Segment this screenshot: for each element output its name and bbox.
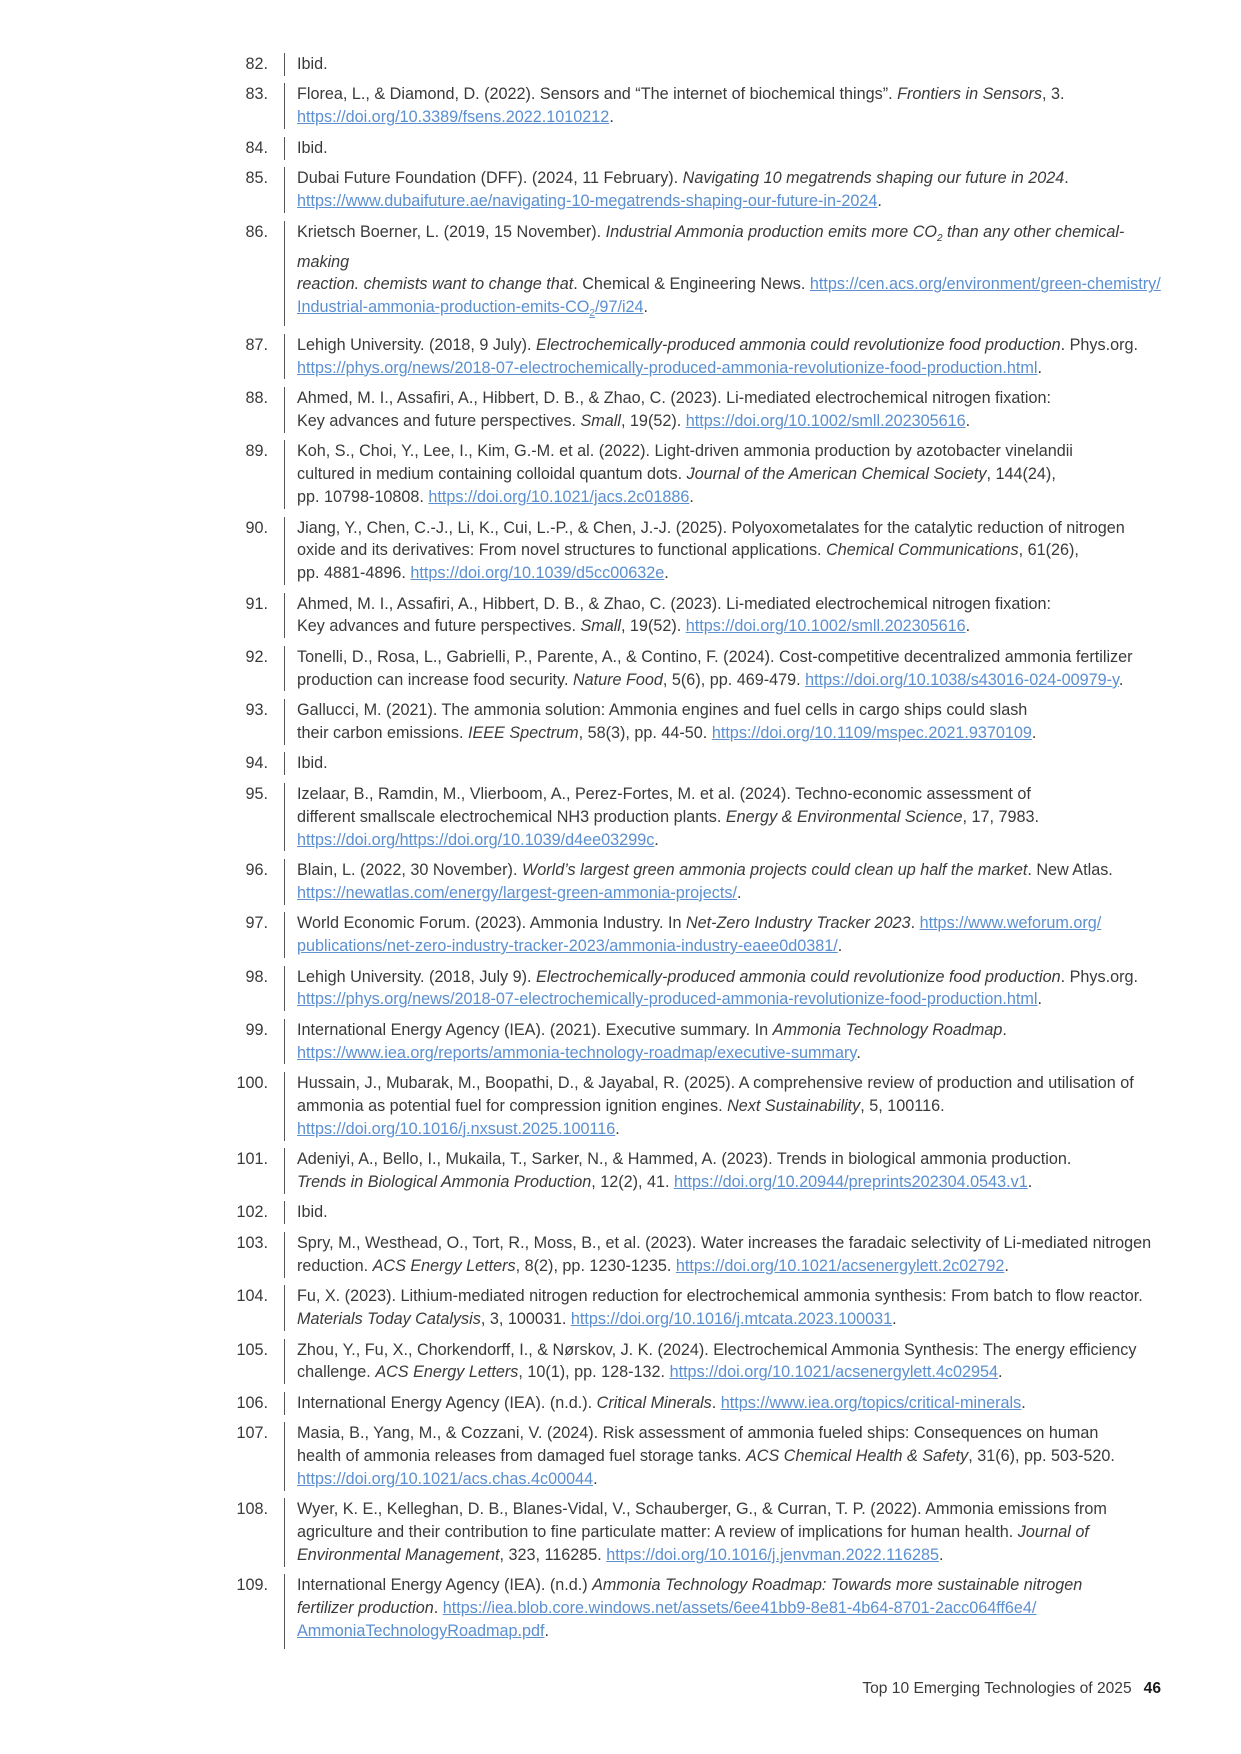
reference-number: 85. bbox=[245, 169, 268, 188]
page-number: 46 bbox=[1143, 1680, 1161, 1697]
reference-link[interactable]: https://doi.org/10.1002/smll.202305616 bbox=[685, 411, 966, 430]
reference-text bbox=[284, 912, 1168, 958]
reference-link[interactable]: https://doi.org/10.1021/acsenergylett.4c02954 bbox=[669, 1363, 999, 1382]
reference-title: Electrochemically-produced ammonia could revolutionize food production bbox=[536, 967, 1061, 986]
reference-segment: . bbox=[1021, 1393, 1026, 1412]
reference-segment: International Energy Agency (IEA). (n.d.). bbox=[297, 1393, 597, 1412]
reference-text bbox=[284, 440, 1168, 508]
reference-number: 90. bbox=[245, 518, 268, 537]
reference-title: Net-Zero Industry Tracker 2023 bbox=[685, 914, 911, 933]
reference-segment: . Phys.org. bbox=[1060, 335, 1138, 354]
reference-segment: ammonia as potential fuel for compression ignition engines. bbox=[297, 1096, 728, 1115]
reference-segment: . bbox=[837, 937, 843, 956]
reference-segment: . New Atlas. bbox=[1027, 861, 1113, 879]
reference-text bbox=[284, 1072, 1168, 1140]
reference-item bbox=[228, 966, 1168, 1012]
reference-number: 103. bbox=[236, 1233, 268, 1252]
reference-segment: , 58(3), pp. 44-50. bbox=[578, 723, 712, 742]
reference-item bbox=[228, 1498, 1168, 1566]
reference-segment: Ahmed, M. I., Assafiri, A., Hibbert, D. B., & Zhao, C. (2023). Li-mediated electrochemical nitrogen fixation: bbox=[297, 389, 1051, 408]
reference-number: 89. bbox=[245, 442, 268, 461]
reference-link[interactable]: Industrial-ammonia-production-emits-CO bbox=[297, 298, 590, 317]
reference-text bbox=[284, 1285, 1168, 1331]
reference-segment: World Economic Forum. (2023). Ammonia Industry. In bbox=[297, 914, 686, 933]
reference-segment: Florea, L., & Diamond, D. (2022). Sensors and “The internet of biochemical things”. bbox=[297, 85, 898, 104]
reference-segment: . bbox=[654, 830, 659, 849]
reference-title: Frontiers in Sensors bbox=[897, 85, 1042, 104]
reference-title: Small bbox=[580, 411, 621, 430]
reference-number: 87. bbox=[245, 335, 268, 354]
reference-segment: production can increase food security. bbox=[297, 670, 573, 689]
reference-text bbox=[284, 334, 1168, 380]
reference-item bbox=[228, 1019, 1168, 1065]
reference-title: Next Sustainability bbox=[727, 1096, 861, 1115]
reference-segment: . bbox=[711, 1393, 721, 1412]
reference-segment: Key advances and future perspectives. bbox=[297, 411, 581, 430]
reference-number: 97. bbox=[245, 914, 268, 933]
reference-title: Ammonia Technology Roadmap: Towards more sustainable nitrogen bbox=[592, 1576, 1083, 1595]
subscript: 2 bbox=[937, 232, 943, 244]
reference-number: 101. bbox=[236, 1150, 268, 1169]
reference-link[interactable]: https://doi.org/10.1016/j.jenvman.2022.116285 bbox=[606, 1545, 939, 1564]
reference-number: 100. bbox=[236, 1074, 268, 1093]
reference-segment: Ibid. bbox=[297, 754, 328, 773]
reference-link[interactable]: /97/i24 bbox=[594, 298, 644, 317]
reference-segment: , 61(26), bbox=[1018, 541, 1079, 560]
reference-title: Materials Today Catalysis bbox=[297, 1310, 481, 1329]
reference-link[interactable]: https://doi.org/10.1109/mspec.2021.9370109 bbox=[711, 723, 1032, 742]
reference-segment: Jiang, Y., Chen, C.-J., Li, K., Cui, L.-P., & Chen, J.-J. (2025). Polyoxometalates for the catalytic reduction of nitrogen bbox=[297, 518, 1125, 537]
reference-number: 108. bbox=[236, 1500, 268, 1519]
reference-text bbox=[284, 1201, 1168, 1224]
reference-item bbox=[228, 1392, 1168, 1415]
reference-segment: International Energy Agency (IEA). (2021). Executive summary. In bbox=[297, 1020, 773, 1039]
reference-number: 96. bbox=[245, 861, 268, 879]
reference-segment: cultured in medium containing colloidal quantum dots. bbox=[297, 465, 687, 484]
reference-item bbox=[228, 1148, 1168, 1194]
reference-text bbox=[284, 1422, 1168, 1490]
reference-segment: . bbox=[736, 883, 742, 902]
reference-segment: . bbox=[856, 1043, 861, 1062]
reference-title: reaction. chemists want to change that bbox=[297, 275, 574, 294]
reference-segment: Masia, B., Yang, M., & Cozzani, V. (2024). Risk assessment of ammonia fueled ships: Consequences on human bbox=[297, 1424, 1099, 1443]
reference-text bbox=[284, 1574, 1168, 1648]
reference-segment: Koh, S., Choi, Y., Lee, I., Kim, G.-M. et al. (2022). Light-driven ammonia production by azotobacter vinelandii bbox=[297, 442, 1073, 461]
reference-link[interactable]: https://phys.org/news/2018-07-electrochemically-produced-ammonia-revolutionize-food-production.html bbox=[297, 358, 1038, 377]
reference-segment: . bbox=[1064, 169, 1069, 188]
reference-text bbox=[284, 221, 1168, 327]
reference-segment: Fu, X. (2023). Lithium-mediated nitrogen reduction for electrochemical ammonia synthesis: From batch to flow reactor. bbox=[297, 1287, 1143, 1306]
reference-number: 94. bbox=[245, 754, 268, 773]
reference-segment: Lehigh University. (2018, July 9). bbox=[297, 967, 537, 986]
reference-segment: . bbox=[544, 1622, 549, 1641]
reference-segment: pp. 10798-10808. bbox=[297, 488, 429, 507]
reference-segment: . bbox=[593, 1469, 598, 1488]
reference-title: Environmental Management bbox=[297, 1545, 500, 1564]
reference-item bbox=[228, 912, 1168, 958]
reference-item bbox=[228, 53, 1168, 76]
reference-number: 92. bbox=[245, 647, 268, 666]
reference-segment: . Phys.org. bbox=[1060, 967, 1138, 986]
reference-link[interactable]: https://doi.org/10.20944/preprints202304.0543.v1 bbox=[674, 1173, 1028, 1191]
reference-item bbox=[228, 752, 1168, 775]
reference-link[interactable]: https://www.dubaifuture.ae/navigating-10-megatrends-shaping-our-future-in-2024 bbox=[297, 192, 878, 211]
reference-number: 84. bbox=[245, 138, 268, 157]
reference-title: Journal of bbox=[1017, 1523, 1089, 1542]
reference-item bbox=[228, 699, 1168, 745]
reference-text bbox=[284, 1392, 1168, 1415]
reference-segment: . bbox=[609, 108, 614, 127]
reference-segment: , 10(1), pp. 128-132. bbox=[518, 1363, 670, 1382]
reference-number: 86. bbox=[245, 222, 268, 241]
reference-title: Ammonia Technology Roadmap bbox=[772, 1020, 1003, 1039]
reference-segment: , 5, 100116. bbox=[860, 1096, 945, 1115]
reference-item bbox=[228, 1422, 1168, 1490]
reference-title: ACS Energy Letters bbox=[372, 1256, 516, 1275]
reference-text bbox=[284, 1232, 1168, 1278]
reference-segment: Ibid. bbox=[297, 1203, 328, 1222]
reference-segment: reduction. bbox=[297, 1256, 373, 1275]
reference-segment: . bbox=[938, 1545, 944, 1564]
reference-text bbox=[284, 1339, 1168, 1385]
reference-segment: Ibid. bbox=[297, 138, 328, 157]
reference-title: IEEE Spectrum bbox=[467, 723, 579, 742]
reference-item bbox=[228, 646, 1168, 692]
reference-link[interactable]: https://doi.org/https://doi.org/10.1039/d4ee03299c bbox=[297, 830, 655, 849]
reference-segment: . bbox=[1118, 670, 1124, 689]
reference-segment: , 12(2), 41. bbox=[591, 1173, 674, 1191]
reference-item bbox=[228, 517, 1168, 585]
reference-item bbox=[228, 334, 1168, 380]
reference-title: Chemical Communications bbox=[826, 541, 1019, 560]
reference-segment: Key advances and future perspectives. bbox=[297, 617, 581, 636]
reference-link[interactable]: https://doi.org/10.1021/jacs.2c01886 bbox=[428, 488, 690, 507]
reference-title: ACS Energy Letters bbox=[375, 1363, 519, 1382]
reference-link[interactable]: https://www.iea.org/reports/ammonia-technology-roadmap/executive-summary bbox=[297, 1043, 857, 1062]
reference-text bbox=[284, 53, 1168, 76]
reference-segment: Ahmed, M. I., Assafiri, A., Hibbert, D. B., & Zhao, C. (2023). Li-mediated electrochemical nitrogen fixation: bbox=[297, 594, 1051, 613]
reference-segment: . bbox=[664, 564, 669, 583]
subscript: 2 bbox=[589, 308, 595, 320]
reference-segment: . bbox=[892, 1310, 897, 1329]
reference-number: 107. bbox=[236, 1424, 268, 1443]
reference-item bbox=[228, 1339, 1168, 1385]
reference-title: Small bbox=[580, 617, 621, 636]
reference-link[interactable]: https://phys.org/news/2018-07-electrochemically-produced-ammonia-revolutionize-food-production.html bbox=[297, 990, 1038, 1009]
reference-title: Nature Food bbox=[572, 670, 663, 689]
reference-title: fertilizer production bbox=[297, 1599, 434, 1618]
reference-item bbox=[228, 593, 1168, 639]
reference-segment: . bbox=[1027, 1173, 1033, 1191]
reference-number: 98. bbox=[245, 967, 268, 986]
reference-segment: , 17, 7983. bbox=[962, 807, 1040, 826]
reference-item bbox=[228, 83, 1168, 129]
reference-segment: Adeniyi, A., Bello, I., Mukaila, T., Sarker, N., & Hammed, A. (2023). Trends in biological ammonia production. bbox=[297, 1150, 1072, 1169]
reference-number: 91. bbox=[245, 594, 268, 613]
reference-title: ACS Chemical Health & Safety bbox=[746, 1447, 969, 1466]
reference-segment: Spry, M., Westhead, O., Tort, R., Moss, B., et al. (2023). Water increases the faradaic selectivity of Li-mediated nitrogen bbox=[297, 1233, 1152, 1252]
reference-title: Electrochemically-produced ammonia could revolutionize food production bbox=[536, 335, 1061, 354]
reference-title: Navigating 10 megatrends shaping our future in 2024 bbox=[682, 169, 1065, 188]
reference-number: 83. bbox=[245, 85, 268, 104]
reference-item bbox=[228, 1201, 1168, 1224]
reference-number: 82. bbox=[245, 55, 268, 73]
reference-text bbox=[284, 646, 1168, 692]
reference-number: 99. bbox=[245, 1020, 268, 1039]
reference-segment: , 323, 116285. bbox=[499, 1545, 607, 1564]
reference-text bbox=[284, 387, 1168, 433]
reference-segment: Wyer, K. E., Kelleghan, D. B., Blanes-Vidal, V., Schauberger, G., & Curran, T. P. (2022). Ammonia emissions from bbox=[297, 1500, 1107, 1519]
reference-segment: . bbox=[910, 914, 920, 933]
reference-segment: Zhou, Y., Fu, X., Chorkendorff, I., & Nørskov, J. K. (2024). Electrochemical Ammonia Synthesis: The energy efficiency bbox=[297, 1340, 1137, 1359]
reference-number: 93. bbox=[245, 701, 268, 720]
reference-segment: Ibid. bbox=[297, 55, 328, 73]
reference-item bbox=[228, 859, 1168, 905]
reference-title: Industrial Ammonia production emits more CO bbox=[605, 222, 937, 241]
reference-segment: . bbox=[1037, 990, 1042, 1009]
reference-segment: , 5(6), pp. 469-479. bbox=[662, 670, 806, 689]
reference-segment: , 19(52). bbox=[620, 411, 686, 430]
reference-item bbox=[228, 440, 1168, 508]
reference-text bbox=[284, 167, 1168, 213]
reference-segment: . bbox=[998, 1363, 1003, 1382]
reference-text bbox=[284, 1019, 1168, 1065]
reference-text bbox=[284, 752, 1168, 775]
reference-segment: , 19(52). bbox=[620, 617, 686, 636]
reference-title: World’s largest green ammonia projects could clean up half the market bbox=[521, 861, 1028, 879]
reference-segment: their carbon emissions. bbox=[297, 723, 468, 742]
reference-segment: . bbox=[1002, 1020, 1007, 1039]
reference-text bbox=[284, 517, 1168, 585]
reference-number: 88. bbox=[245, 389, 268, 408]
reference-number: 95. bbox=[245, 784, 268, 803]
reference-text bbox=[284, 783, 1168, 851]
reference-segment: International Energy Agency (IEA). (n.d.) bbox=[297, 1576, 593, 1595]
reference-list bbox=[228, 53, 1168, 1657]
reference-segment: Gallucci, M. (2021). The ammonia solution: Ammonia engines and fuel cells in cargo ships could slash bbox=[297, 701, 1028, 720]
reference-text bbox=[284, 1498, 1168, 1566]
reference-segment: . bbox=[965, 411, 971, 430]
reference-segment: Dubai Future Foundation (DFF). (2024, 11 February). bbox=[297, 169, 683, 188]
reference-segment: , 31(6), pp. 503-520. bbox=[968, 1447, 1115, 1466]
reference-item bbox=[228, 221, 1168, 327]
reference-link[interactable]: publications/net-zero-industry-tracker-2023/ammonia-industry-eaee0d0381/ bbox=[297, 937, 838, 956]
reference-segment: , 144(24), bbox=[986, 465, 1056, 484]
reference-item bbox=[228, 137, 1168, 160]
reference-item bbox=[228, 1072, 1168, 1140]
reference-link[interactable]: https://doi.org/10.1016/j.mtcata.2023.100031 bbox=[570, 1310, 893, 1329]
reference-number: 102. bbox=[236, 1203, 268, 1222]
reference-segment: agriculture and their contribution to fine particulate matter: A review of implications for human health. bbox=[297, 1523, 1018, 1542]
reference-item bbox=[228, 1574, 1168, 1648]
reference-segment: Izelaar, B., Ramdin, M., Vlierboom, A., Perez-Fortes, M. et al. (2024). Techno-economic assessment of bbox=[297, 784, 1031, 803]
reference-segment: Krietsch Boerner, L. (2019, 15 November). bbox=[297, 222, 606, 241]
reference-link[interactable]: https://doi.org/10.1021/acsenergylett.2c02792 bbox=[675, 1256, 1005, 1275]
reference-link[interactable]: https://cen.acs.org/environment/green-chemistry/ bbox=[809, 275, 1161, 294]
reference-title: than any other chemical-making bbox=[297, 222, 1125, 271]
reference-text bbox=[284, 593, 1168, 639]
reference-link[interactable]: https://newatlas.com/energy/largest-green-ammonia-projects/ bbox=[297, 883, 737, 902]
footer-title: Top 10 Emerging Technologies of 2025 bbox=[862, 1680, 1132, 1697]
reference-number: 105. bbox=[236, 1340, 268, 1359]
reference-item bbox=[228, 387, 1168, 433]
reference-segment: . Chemical & Engineering News. bbox=[573, 275, 810, 294]
reference-segment: . bbox=[643, 298, 649, 317]
reference-segment: challenge. bbox=[297, 1363, 376, 1382]
reference-text bbox=[284, 83, 1168, 129]
reference-segment: Lehigh University. (2018, 9 July). bbox=[297, 335, 537, 354]
reference-title: Energy & Environmental Science bbox=[725, 807, 963, 826]
reference-item bbox=[228, 1285, 1168, 1331]
reference-segment: Blain, L. (2022, 30 November). bbox=[297, 861, 522, 879]
reference-number: 106. bbox=[236, 1393, 268, 1412]
reference-number: 104. bbox=[236, 1287, 268, 1306]
reference-title: Trends in Biological Ammonia Production bbox=[297, 1173, 592, 1191]
reference-link[interactable]: https://doi.org/10.1039/d5cc00632e bbox=[410, 564, 665, 583]
reference-text bbox=[284, 137, 1168, 160]
reference-segment: . bbox=[433, 1599, 443, 1618]
reference-text bbox=[284, 1148, 1168, 1194]
reference-text bbox=[284, 859, 1168, 905]
reference-segment: , 3, 100031. bbox=[480, 1310, 571, 1329]
reference-item bbox=[228, 1232, 1168, 1278]
reference-segment: . bbox=[1037, 358, 1042, 377]
reference-title: Journal of the American Chemical Society bbox=[686, 465, 987, 484]
reference-segment: health of ammonia releases from damaged fuel storage tanks. bbox=[297, 1447, 746, 1466]
reference-segment: , 3. bbox=[1041, 85, 1065, 104]
reference-link[interactable]: https://doi.org/10.1021/acs.chas.4c00044 bbox=[297, 1469, 594, 1488]
reference-text bbox=[284, 699, 1168, 745]
reference-segment: . bbox=[877, 192, 882, 211]
reference-segment: . bbox=[965, 617, 971, 636]
reference-link[interactable]: https://www.iea.org/topics/critical-minerals bbox=[720, 1393, 1022, 1412]
page-footer bbox=[862, 1680, 1161, 1698]
reference-item bbox=[228, 167, 1168, 213]
reference-item bbox=[228, 783, 1168, 851]
reference-segment: different smallscale electrochemical NH3 production plants. bbox=[297, 807, 726, 826]
reference-title: Critical Minerals bbox=[596, 1393, 712, 1412]
reference-segment: . bbox=[1004, 1256, 1009, 1275]
reference-link[interactable]: https://doi.org/10.1038/s43016-024-00979-y bbox=[805, 670, 1119, 689]
reference-segment: pp. 4881-4896. bbox=[297, 564, 411, 583]
reference-number: 109. bbox=[236, 1576, 268, 1595]
reference-link[interactable]: https://www.weforum.org/ bbox=[919, 914, 1102, 933]
reference-segment: . bbox=[689, 488, 694, 507]
reference-link[interactable]: https://doi.org/10.1002/smll.202305616 bbox=[685, 617, 966, 636]
reference-text bbox=[284, 966, 1168, 1012]
reference-link[interactable]: https://iea.blob.core.windows.net/assets/6ee41bb9-8e81-4b64-8701-2acc064ff6e4/ bbox=[442, 1599, 1037, 1618]
reference-segment: oxide and its derivatives: From novel structures to functional applications. bbox=[297, 541, 827, 560]
reference-segment: . bbox=[615, 1119, 620, 1138]
reference-segment: Hussain, J., Mubarak, M., Boopathi, D., & Jayabal, R. (2025). A comprehensive review of production and utilisation of bbox=[297, 1074, 1134, 1093]
reference-link[interactable]: https://doi.org/10.3389/fsens.2022.1010212 bbox=[297, 108, 610, 127]
reference-link[interactable]: AmmoniaTechnologyRoadmap.pdf bbox=[297, 1622, 545, 1641]
reference-segment: . bbox=[1031, 723, 1037, 742]
reference-segment: Tonelli, D., Rosa, L., Gabrielli, P., Parente, A., & Contino, F. (2024). Cost-competitive decentralized ammonia fertilizer bbox=[297, 647, 1133, 666]
reference-segment: , 8(2), pp. 1230-1235. bbox=[515, 1256, 676, 1275]
reference-link[interactable]: https://doi.org/10.1016/j.nxsust.2025.100116 bbox=[297, 1119, 616, 1138]
